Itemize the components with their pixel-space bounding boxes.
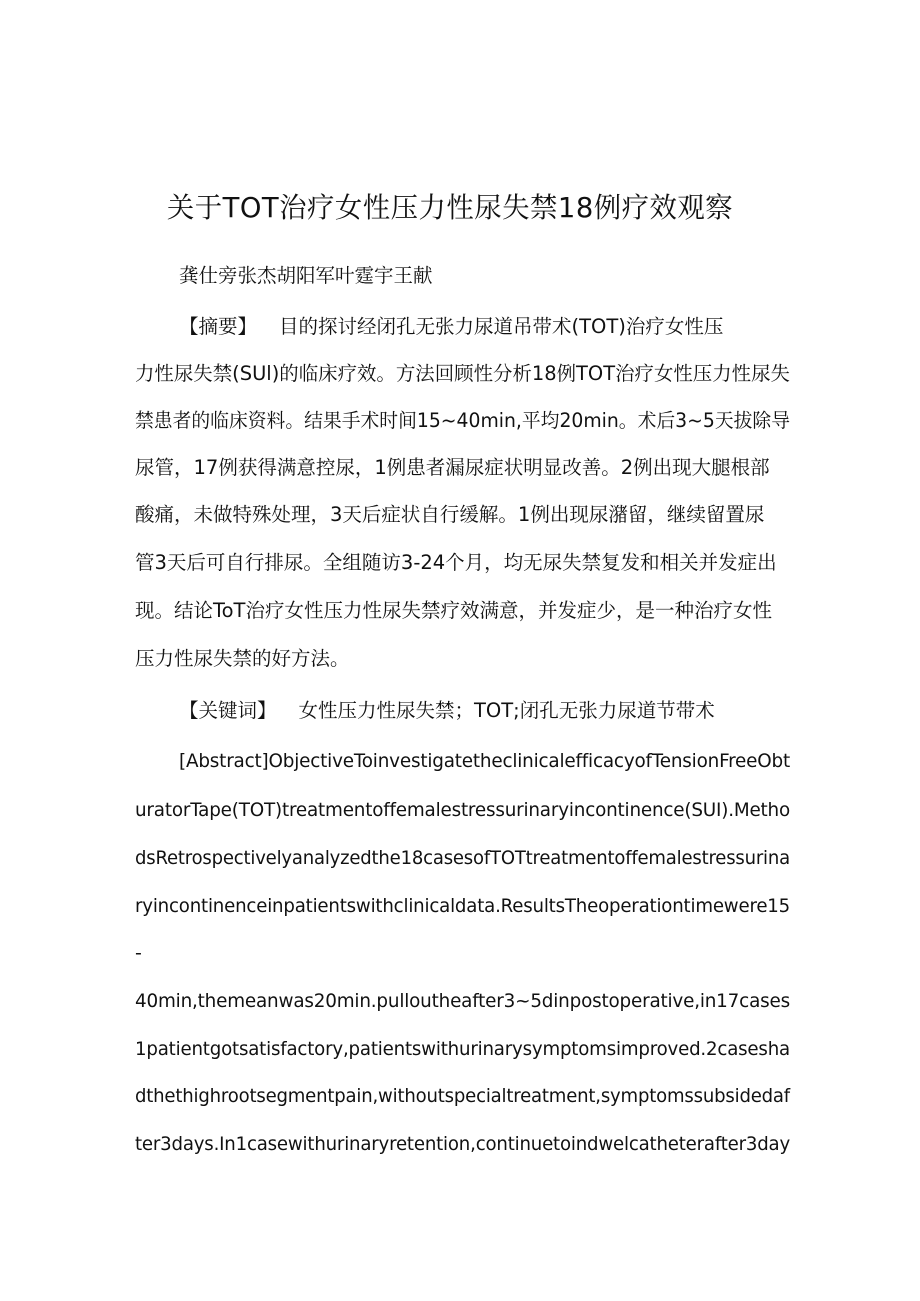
abstract-en-line: - (135, 942, 142, 964)
abstract-cn-line: 酸痛，未做特殊处理，3天后症状自行缓解。1例出现尿潴留，继续留置尿 (135, 503, 765, 526)
abstract-cn-line: 目的探讨经闭孔无张力尿道吊带术(TOT)治疗女性压 (279, 315, 724, 338)
abstract-cn-line: 力性尿失禁(SUl)的临床疗效。方法回顾性分析18例TOT治疗女性压力性尿失 (135, 362, 790, 385)
abstract-cn-line: 压力性尿失禁的好方法。 (135, 647, 350, 670)
abstract-cn-line: 管3天后可自行排尿。全组随访3-24个月，均无尿失禁复发和相关并发症出 (135, 551, 777, 574)
abstract-cn-line: 禁患者的临床资料。结果手术时间15~40min,平均20min。术后3~5天拔除导 (135, 409, 791, 432)
abstract-en-line: 40min,themeanwas20min.pulloutheafter3~5dinpostoperative,in17cases (135, 990, 790, 1012)
abstract-en-line: uratorTape(TOT)treatmentoffemalestressurinaryincontinence(SUI).Metho (135, 799, 791, 821)
abstract-cn-line: 尿管，17例获得满意控尿，1例患者漏尿症状明显改善。2例出现大腿根部 (135, 456, 770, 479)
authors: 龚仕旁张杰胡阳军叶霆宇王献 (179, 264, 433, 287)
abstract-en-line: 1patientgotsatisfactory,patientswithurinarysymptomsimproved.2casesha (135, 1038, 790, 1060)
abstract-cn-label: 【摘要】 (179, 315, 258, 338)
abstract-cn-first-line (179, 312, 723, 342)
abstract-en-line: [Abstract]ObjectiveToinvestigatetheclinicalefficacyofTensionFreeObt (179, 750, 791, 772)
abstract-en-line: dsRetrospectivelyanalyzedthe18casesofTOTtreatmentoffemalestressurina (135, 847, 790, 869)
abstract-en-line: ter3days.In1casewithurinaryretention,continuetoindwelcatheterafter3day (135, 1133, 791, 1155)
keywords-text: 女性压力性尿失禁；TOT;闭孔无张力尿道节带术 (298, 699, 715, 722)
abstract-en-line: dthethighrootsegmentpain,withoutspecialtreatment,symptomssubsidedaf (135, 1085, 790, 1107)
keywords-label: 【关键词】 (179, 699, 277, 722)
abstract-cn-line: 现。结论ToT治疗女性压力性尿失禁疗效满意，并发症少，是一种治疗女性 (135, 599, 772, 622)
abstract-en-line: ryincontinenceinpatientswithclinicaldata.ResultsTheoperationtimewere15 (135, 895, 791, 917)
page-title: 关于TOT治疗女性压力性尿失禁18例疗效观察 (166, 191, 734, 224)
keywords-line (179, 696, 715, 726)
